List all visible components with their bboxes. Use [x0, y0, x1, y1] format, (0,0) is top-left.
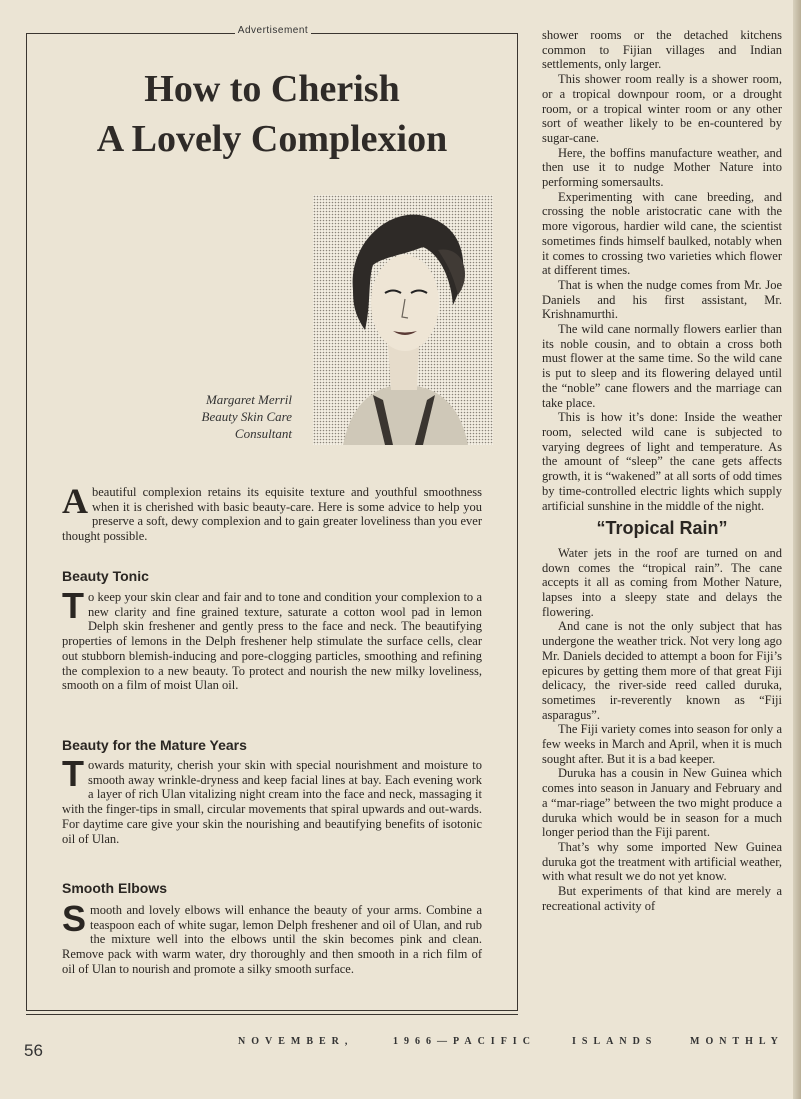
section-heading-smooth-elbows: Smooth Elbows: [62, 880, 167, 896]
article-paragraph: That’s why some imported New Guinea duruka got the treatment with artificial weather, with what result we do not yet know.: [542, 839, 782, 884]
drop-cap: T: [62, 753, 84, 794]
article-paragraph: This shower room really is a shower room, or a tropical downpour room, or a drought room, or a tropical winter room or any other sort of weather likely to be en-countered by sugar-cane.: [542, 72, 782, 145]
footer-month: NOVEMBER,: [238, 1036, 354, 1047]
section-heading-beauty-tonic: Beauty Tonic: [62, 568, 149, 584]
drop-cap: T: [62, 585, 84, 626]
article-paragraph: The Fiji variety comes into season for only a few weeks in March and April, when it is much sought after. But it is a bad keeper.: [542, 722, 782, 766]
page-number: 56: [24, 1041, 43, 1060]
ad-title-line-2: A Lovely Complexion: [96, 118, 448, 160]
intro-paragraph: [62, 481, 482, 544]
article-paragraph: The wild cane normally flowers earlier than its noble cousin, and to obtain a cross both must flower at the same time. So the wild cane is put to sleep and its flowering delayed until the “noble” cane flowers and the marriage can take place.: [542, 322, 782, 410]
article-paragraph: But experiments of that kind are merely a recreational activity of: [542, 884, 782, 913]
caption-role: Beauty Skin Care: [201, 409, 292, 424]
article-column: [542, 28, 782, 913]
article-paragraph: shower rooms or the detached kitchens common to Fijian villages and Indian settlements, only larger.: [542, 28, 782, 72]
footer-islands: ISLANDS: [572, 1036, 658, 1047]
portrait-caption: [150, 391, 292, 442]
article-paragraph: Experimenting with cane breeding, and crossing the noble aristocratic cane with the more vigorous, hardier wild cane, the scientist sometimes finds himself baulked, notably when it comes to crossing two varieties which flower at different times.: [542, 189, 782, 278]
section-text: mooth and lovely elbows will enhance the beauty of your arms. Combine a teaspoon each of white sugar, lemon Delph freshener and oil of Ulan, and rub the mixture well into the elbows until the skin becomes pink and clean. Remove pack with warm water, dry thoroughly and then smooth in a rich film of oil of Ulan to nourish and promote a silky smooth surface.: [62, 903, 482, 976]
article-subheading: “Tropical Rain”: [596, 518, 728, 539]
article-paragraph: And cane is not the only subject that has undergone the weather trick. Not very long ago Mr. Daniels decided to attempt a boon for Fiji’s epicures by getting them more of that great Fiji delicacy, the river-side reed called duruka, sometimes ir-reverently known as “Fiji asparagus”.: [542, 619, 782, 722]
section-heading-mature-years: Beauty for the Mature Years: [62, 737, 247, 753]
intro-text: beautiful complexion retains its equisite texture and youthful smoothness when it is cherished with basic beauty-care. Here is some advice to help you preserve a soft, dewy complexion and to gain greater loveliness than you ever thought possible.: [62, 485, 482, 544]
section-text: owards maturity, cherish your skin with special nourishment and moisture to smooth away wrinkle-dryness and keep facial lines at bay. Each evening work a layer of rich Ulan vitalizing night cream into the face and neck, massaging it with the finger-tips in small, circular movements that spiral upwards and out-wards. For daytime care give your skin the nourishing and beautifying benefits of isotonic oil of Ulan.: [62, 758, 482, 846]
section-text: o keep your skin clear and fair and to tone and condition your complexion to a new clarity and fine grained texture, saturate a cotton wool pad in lemon Delph skin freshener and gently press to the face and neck. The beautifying properties of lemons in the Delph freshener help stimulate the surface cells, clear out stubborn blemish-inducing and pore-clogging particles, smoothing and refining the complexion to a new beauty. To protect and nourish the new milky loveliness, smooth on a film of moist Ulan oil.: [62, 590, 482, 693]
article-paragraph: This is how it’s done: Inside the weather room, selected wild cane is subjected to varying degrees of light and temperature. As the amount of “sleep” the cane gets affects growth, it is “wakened” at all sorts of odd times by time-controlled electric lights which supply artificial sunshine in the middle of the night.: [542, 410, 782, 513]
article-paragraph: Water jets in the roof are turned on and down comes the “tropical rain”. The cane accepts it all as coming from Mother Nature, lapses into a sleepy state and delays the flowering.: [542, 545, 782, 619]
section-text-mature-years: [62, 753, 482, 846]
caption-name: Margaret Merril: [205, 392, 292, 407]
footer-monthly: MONTHLY: [690, 1036, 784, 1047]
page-edge: [793, 0, 801, 1099]
caption-title: Consultant: [234, 426, 292, 441]
section-text-beauty-tonic: [62, 585, 482, 693]
ad-title-line-1: How to Cherish: [144, 68, 400, 110]
article-paragraph: Duruka has a cousin in New Guinea which comes into season in January and February and a “mar-riage” between the two might produce a duruka which would be in season for a much longer period than the Fiji parent.: [542, 766, 782, 840]
drop-cap: S: [62, 898, 87, 939]
portrait-illustration: [313, 195, 493, 445]
intro-drop-cap: A: [62, 481, 88, 521]
article-paragraph: That is when the nudge comes from Mr. Joe Daniels and his first assistant, Mr. Krishnamurthi.: [542, 277, 782, 322]
footer-rule: [26, 1014, 518, 1015]
advertisement-label: Advertisement: [0, 25, 546, 36]
article-paragraph: Here, the boffins manufacture weather, and then use it to nudge Mother Nature into performing somersaults.: [542, 145, 782, 190]
footer-year-pacific: 1966—PACIFIC: [393, 1036, 536, 1047]
section-text-smooth-elbows: [62, 898, 482, 977]
